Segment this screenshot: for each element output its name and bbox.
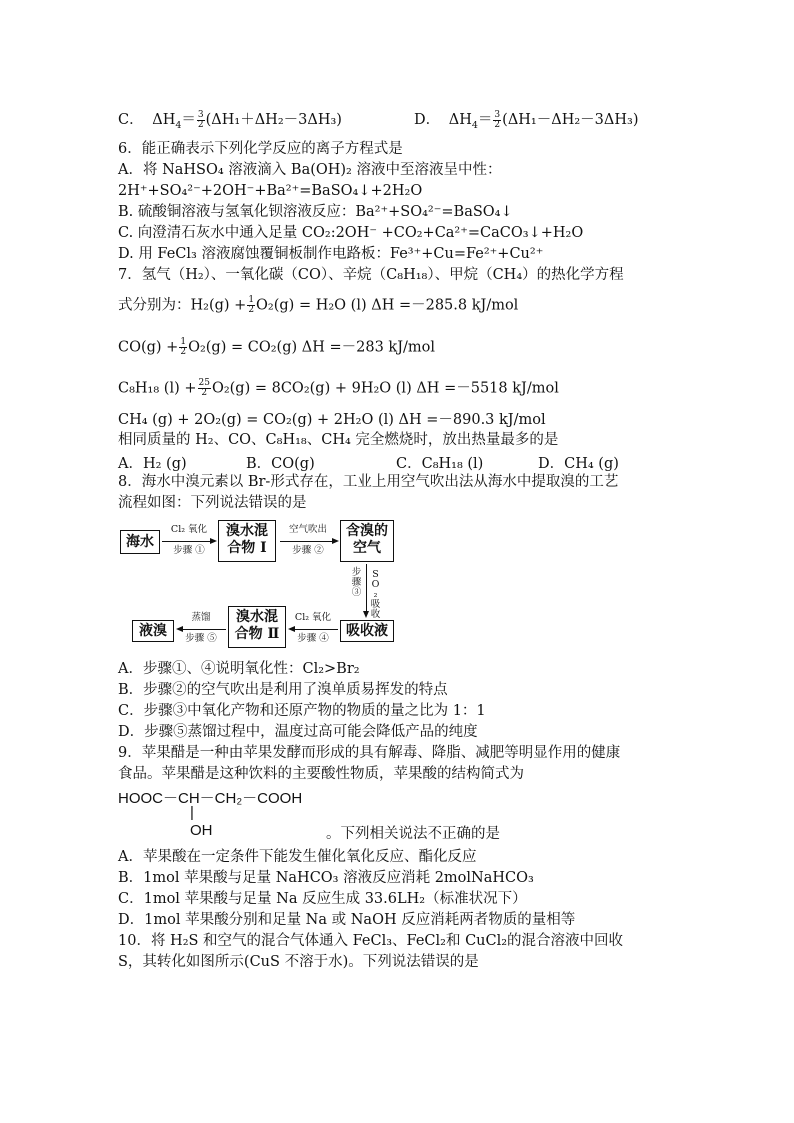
arrow5-line [183, 629, 226, 630]
q7-eq2-post: O₂(g) = CO₂(g) ΔH =－283 kJ/mol [188, 339, 436, 356]
q10-stem-line2: S，其转化如图所示(CuS 不溶于水)。下列说法错误的是 [118, 954, 479, 970]
box-mix2-line1: 溴水混 [236, 609, 278, 625]
q7-question: 相同质量的 H₂、CO、C₈H₁₈、CH₄ 完全燃烧时，放出热量最多的是 [118, 432, 559, 448]
arrow5-head [176, 626, 183, 632]
q7-option-d: D．CH₄ (g) [538, 456, 619, 472]
q6-stem: 6．能正确表示下列化学反应的离子方程式是 [118, 141, 403, 157]
q5-option-c-frac [197, 111, 205, 130]
q7-equation-3 [118, 379, 559, 398]
q9-stem-line2: 食品。苹果醋是这种饮料的主要酸性物质，苹果酸的结构简式为 [118, 766, 524, 782]
frac-den: 2 [197, 119, 204, 130]
arrow4-label-bottom: 步骤 ④ [297, 633, 329, 644]
q7-stem: 7．氢气（H₂）、一氧化碳（CO）、辛烷（C₈H₁₈）、甲烷（CH₄）的热化学方程 [118, 267, 624, 283]
arrow1-label-bottom: 步骤 ① [173, 545, 205, 556]
q8-stem-line2: 流程如图：下列说法错误的是 [118, 495, 307, 511]
malic-acid-structure-main: HOOC－CH－CH₂－COOH [118, 790, 303, 807]
arrow4-head [288, 626, 295, 632]
q8-option-d: D．步骤⑤蒸馏过程中，温度过高可能会降低产品的纯度 [118, 724, 478, 740]
q5-option-d-label: D． [414, 112, 441, 128]
arrow1-label-top: Cl₂ 氧化 [170, 524, 208, 535]
arrow4-line [295, 629, 338, 630]
frac-num: 25 [198, 378, 210, 388]
q8-option-b: B．步骤②的空气吹出是利用了溴单质易挥发的特点 [118, 682, 448, 698]
q9-stem-line3: 。下列相关说法不正确的是 [326, 826, 500, 842]
box-bromine-air [340, 520, 394, 562]
q6-option-c: C. 向澄清石灰水中通入足量 CO₂:2OH⁻ +CO₂+Ca²⁺=CaCO₃↓+H₂O [118, 225, 584, 241]
q7-equation-2 [118, 338, 435, 357]
q7-option-c: C．C₈H₁₈ (l) [396, 456, 484, 472]
q5-option-c-eq: ＝ [181, 112, 196, 128]
arrow3-label-right: SO₂吸收 [370, 569, 381, 620]
q7-eq2-frac [179, 338, 187, 357]
arrow3-label-left: 步骤③ [351, 567, 362, 598]
box-liquid-bromine: 液溴 [132, 620, 174, 642]
q5-option-c-sub: 4 [175, 119, 182, 131]
q9-option-a: A．苹果酸在一定条件下能发生催化氧化反应、酯化反应 [118, 849, 477, 865]
frac-den: 2 [180, 347, 187, 357]
arrow3-line [366, 564, 367, 612]
q7-option-b: B．CO(g) [246, 456, 315, 472]
frac-num: 1 [180, 337, 187, 347]
arrow4-label-top: Cl₂ 氧化 [294, 612, 332, 623]
q6-option-a-equation: 2H⁺+SO₄²⁻+2OH⁻+Ba²⁺=BaSO₄↓+2H₂O [118, 183, 423, 199]
q5-option-c [118, 108, 342, 130]
q5-option-d [414, 108, 638, 130]
bromine-extraction-flowchart [118, 518, 408, 648]
q7-eq3-post: O₂(g) = 8CO₂(g) + 9H₂O (l) ΔH =－5518 kJ/mol [211, 380, 559, 397]
q6-option-d: D. 用 FeCl₃ 溶液腐蚀覆铜板制作电路板：Fe³⁺+Cu=Fe²⁺+Cu²⁺ [118, 246, 544, 262]
q5-option-d-sub: 4 [471, 119, 478, 131]
q7-eq2-pre: CO(g) + [118, 339, 179, 356]
box-absorption-liquid: 吸收液 [340, 620, 394, 642]
q9-option-d: D．1mol 苹果酸分别和足量 Na 或 NaOH 反应消耗两者物质的量相等 [118, 912, 576, 928]
arrow2-head [332, 538, 339, 544]
q7-eq1-pre: 式分别为：H₂(g) + [118, 297, 247, 314]
box-mix2-line2: 合物 Ⅱ [234, 626, 280, 642]
q6-option-a: A．将 NaHSO₄ 溶液滴入 Ba(OH)₂ 溶液中至溶液呈中性： [118, 162, 502, 178]
frac-den: 2 [248, 305, 255, 315]
box-seawater: 海水 [120, 530, 160, 554]
q7-option-a: A．H₂ (g) [118, 456, 187, 472]
q7-equation-4: CH₄ (g) + 2O₂(g) = CO₂(g) + 2H₂O (l) ΔH =－890.3 kJ/mol [118, 412, 546, 428]
q9-option-b: B．1mol 苹果酸与足量 NaHCO₃ 溶液反应消耗 2molNaHCO₃ [118, 870, 534, 886]
arrow1-line [162, 541, 210, 542]
arrow5-label-top: 蒸馏 [191, 612, 211, 623]
q5-option-d-rest: (ΔH₁－ΔH₂－3ΔH₃) [502, 112, 639, 128]
arrow2-label-top: 空气吹出 [288, 524, 327, 535]
frac-num: 3 [494, 109, 501, 120]
box-air-line1: 含溴的 [346, 523, 388, 539]
q5-option-c-lhs: ΔH [152, 112, 176, 128]
malic-acid-structure-bond: | [190, 804, 194, 821]
arrow5-label-bottom: 步骤 ⑤ [185, 633, 217, 644]
q5-option-c-label: C． [118, 112, 144, 128]
q7-eq3-frac [198, 379, 211, 398]
box-bromine-water-mix-1 [218, 520, 276, 562]
frac-den: 2 [494, 119, 501, 130]
arrow1-head [210, 538, 217, 544]
frac-num: 3 [197, 109, 204, 120]
box-mix1-line1: 溴水混 [226, 523, 268, 539]
frac-den: 2 [201, 388, 208, 398]
q5-option-d-frac [493, 111, 501, 130]
q5-option-d-eq: ＝ [477, 112, 493, 128]
q8-option-c: C．步骤③中氧化产物和还原产物的物质的量之比为 1：1 [118, 703, 486, 719]
box-bromine-water-mix-2 [228, 606, 286, 648]
q5-option-c-rest: (ΔH₁＋ΔH₂－3ΔH₃) [205, 112, 342, 128]
q7-eq3-pre: C₈H₁₈ (l) + [118, 380, 197, 397]
q8-option-a: A．步骤①、④说明氧化性：Cl₂>Br₂ [118, 661, 360, 677]
malic-acid-structure-oh: OH [190, 822, 213, 839]
q7-eq1-post: O₂(g) = H₂O (l) ΔH =－285.8 kJ/mol [256, 297, 519, 314]
q7-equation-1 [118, 296, 518, 315]
arrow3-head [363, 611, 369, 618]
q6-option-b: B. 硫酸铜溶液与氢氧化钡溶液反应：Ba²⁺+SO₄²⁻=BaSO₄↓ [118, 204, 513, 220]
box-mix1-line2: 合物 Ⅰ [227, 540, 267, 556]
q9-stem-line1: 9．苹果醋是一种由苹果发酵而形成的具有解毒、降脂、减肥等明显作用的健康 [118, 745, 621, 761]
q9-option-c: C．1mol 苹果酸与足量 Na 反应生成 33.6LH₂（标准状况下） [118, 891, 527, 907]
arrow2-line [280, 541, 332, 542]
q8-stem-line1: 8．海水中溴元素以 Br-形式存在，工业上用空气吹出法从海水中提取溴的工艺 [118, 474, 619, 490]
q5-option-d-lhs: ΔH [448, 112, 472, 128]
q7-eq1-frac [247, 296, 255, 315]
arrow2-label-bottom: 步骤 ② [292, 545, 324, 556]
q10-stem-line1: 10．将 H₂S 和空气的混合气体通入 FeCl₃、FeCl₂和 CuCl₂的混合溶液中回收 [118, 933, 624, 949]
frac-num: 1 [248, 295, 255, 305]
box-air-line2: 空气 [353, 540, 381, 556]
